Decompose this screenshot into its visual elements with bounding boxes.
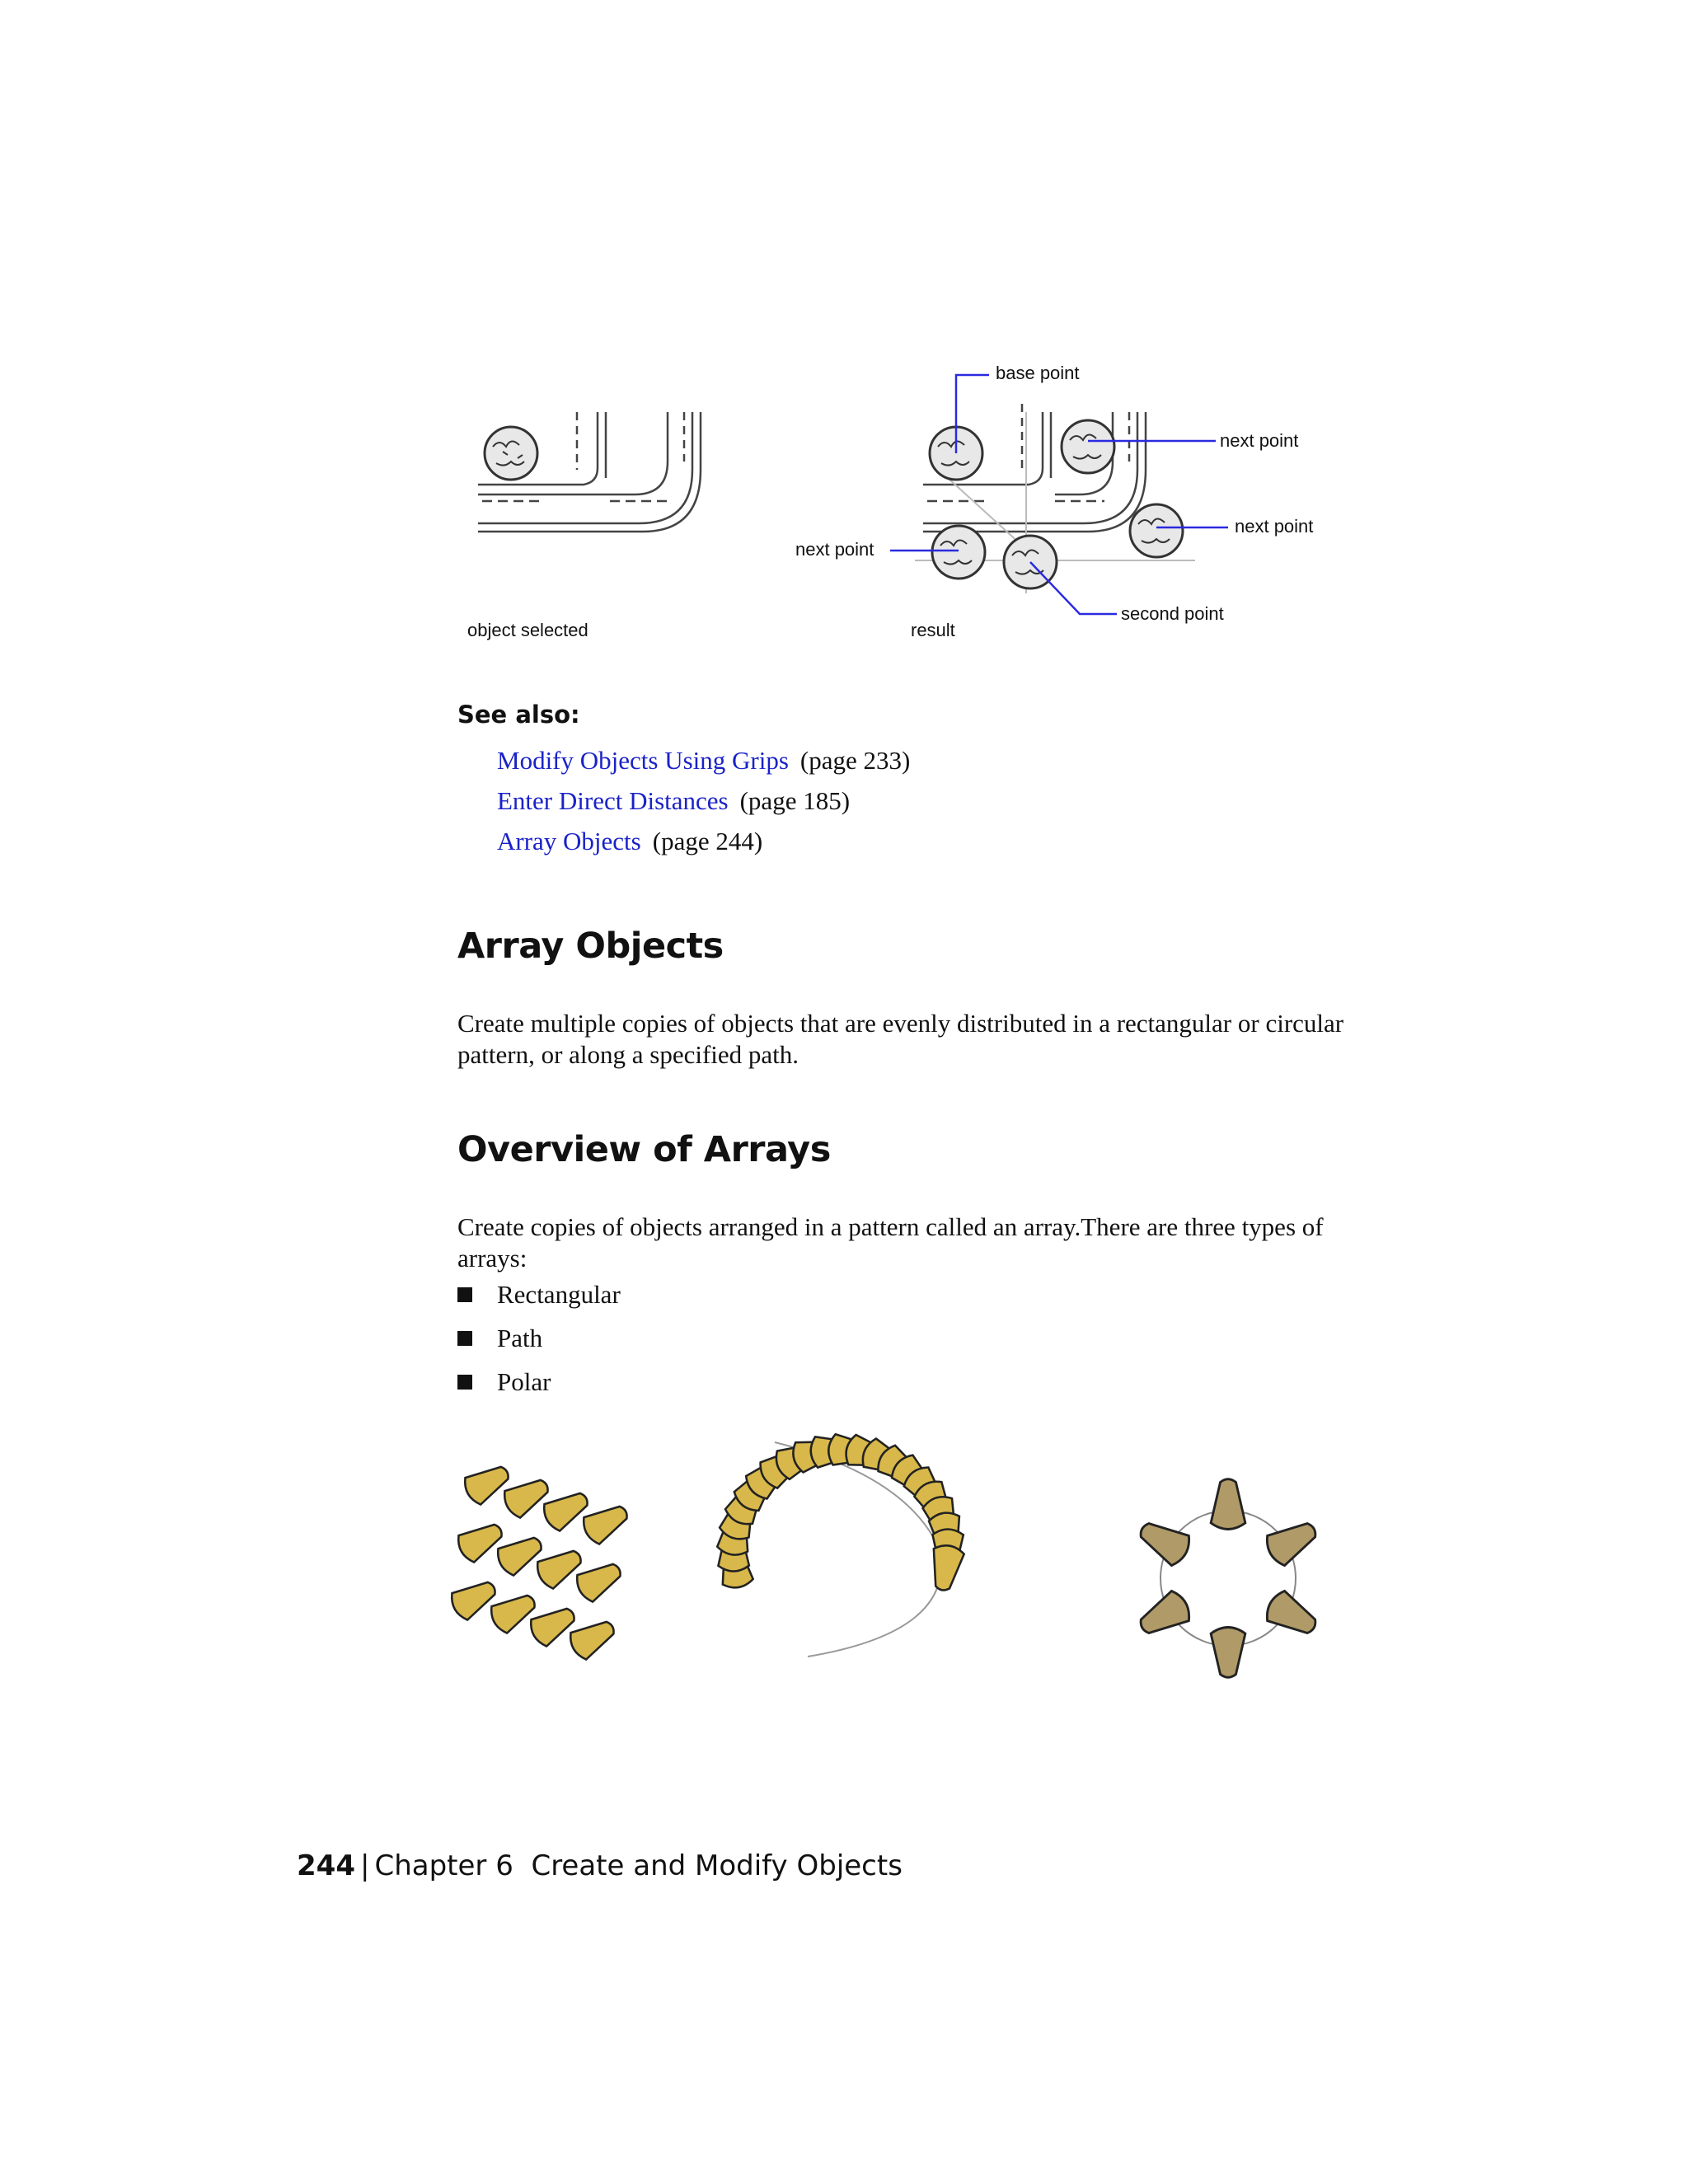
- array-element-shape: [1133, 1514, 1194, 1569]
- path-array-illustration: [716, 1432, 966, 1657]
- paragraph-overview: Create copies of objects arranged in a pattern called an array.There are three types of arrays:: [457, 1212, 1324, 1272]
- array-element-shape: [1211, 1628, 1245, 1678]
- page-reference: (page 185): [739, 786, 851, 815]
- tree-icon: [932, 526, 985, 579]
- rectangular-array-illustration: [448, 1458, 634, 1662]
- array-element-shape: [1262, 1588, 1323, 1643]
- footer-separator: |: [359, 1849, 370, 1882]
- label-next-point: next point: [795, 539, 874, 560]
- see-also-item: [497, 786, 850, 816]
- chapter-label: Chapter 6: [374, 1849, 513, 1882]
- heading-array-objects: Array Objects: [457, 926, 724, 967]
- array-element-shape: [1133, 1588, 1194, 1643]
- page-reference: (page 233): [799, 746, 911, 775]
- tree-icon: [485, 427, 537, 480]
- tree-icon: [1062, 420, 1114, 473]
- page-footer: [297, 1849, 903, 1882]
- array-element-shape: [1211, 1479, 1245, 1530]
- bullet-square-icon: [457, 1375, 472, 1390]
- label-second-point: second point: [1121, 603, 1224, 624]
- label-object-selected: object selected: [467, 620, 588, 640]
- tree-icon: [1130, 504, 1183, 557]
- page-number: 244: [297, 1849, 355, 1882]
- see-also-item: [497, 746, 910, 776]
- polar-array-illustration: [1133, 1479, 1322, 1678]
- label-result: result: [911, 620, 955, 640]
- see-also-item: [497, 827, 762, 856]
- link-array-objects[interactable]: Array Objects: [497, 827, 641, 855]
- list-item: Rectangular: [457, 1280, 621, 1310]
- array-element-shape: [927, 1543, 965, 1592]
- list-item: Path: [457, 1324, 542, 1353]
- label-next-point: next point: [1220, 430, 1299, 451]
- heading-overview-of-arrays: Overview of Arrays: [457, 1129, 831, 1170]
- bullet-square-icon: [457, 1287, 472, 1302]
- link-enter-direct-distances[interactable]: Enter Direct Distances: [497, 786, 729, 815]
- array-types-figure: [445, 1426, 1376, 1706]
- page-reference: (page 244): [652, 827, 763, 855]
- array-element-shape: [1262, 1514, 1323, 1569]
- list-item: Polar: [457, 1367, 551, 1397]
- link-modify-objects-using-grips[interactable]: Modify Objects Using Grips: [497, 746, 789, 775]
- label-next-point: next point: [1235, 516, 1314, 537]
- paragraph-array-objects: Create multiple copies of objects that are evenly distributed in a rectangular or circular pattern, or along a specified path.: [457, 1009, 1344, 1069]
- bullet-square-icon: [457, 1331, 472, 1346]
- chapter-title: Create and Modify Objects: [531, 1849, 903, 1882]
- see-also-title: See also:: [457, 701, 580, 729]
- grips-figure: [445, 346, 1376, 659]
- label-base-point: base point: [996, 363, 1080, 383]
